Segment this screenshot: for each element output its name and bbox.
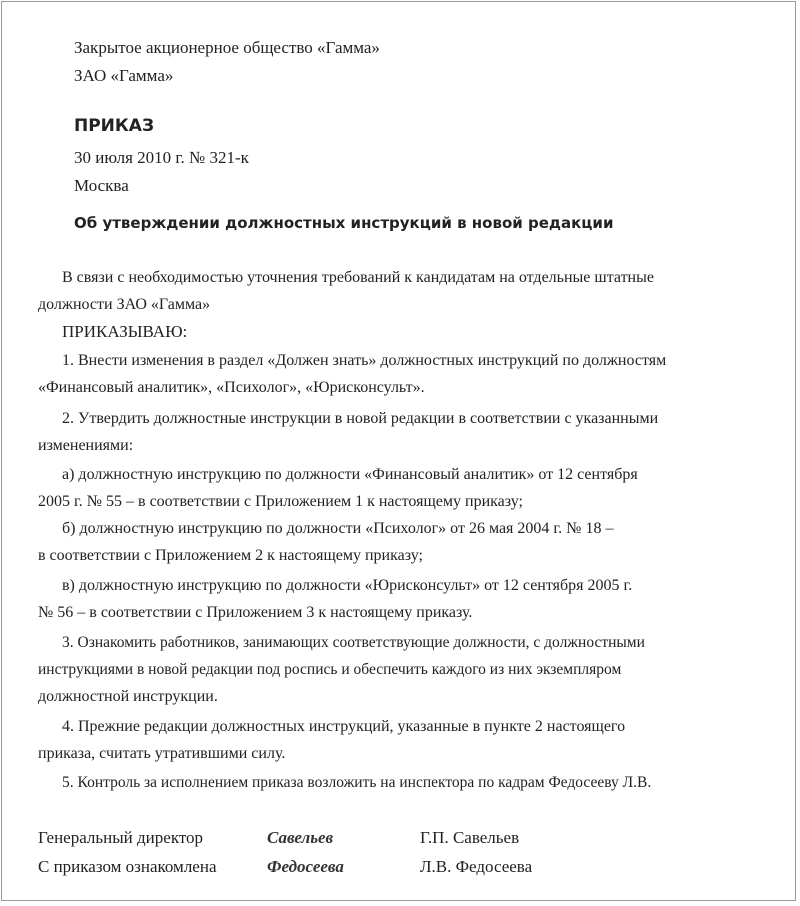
order-word: ПРИКАЗЫВАЮ:: [62, 322, 188, 341]
paragraph-3-line-2: инструкциями в новой редакции под роспись и обеспечить каждого из них экземпляром: [38, 661, 622, 678]
paragraph-3-line-1: 3. Ознакомить работников, занимающих соответствующие должности, с должностными: [62, 634, 645, 651]
company-short-name: ЗАО «Гамма»: [74, 66, 174, 85]
company-full-name: Закрытое акционерное общество «Гамма»: [74, 38, 380, 57]
order-title: ПРИКАЗ: [74, 116, 155, 136]
intro-line-2: должности ЗАО «Гамма»: [38, 296, 211, 313]
paragraph-1-line-1: 1. Внести изменения в раздел «Должен знать» должностных инструкций по должностям: [62, 352, 667, 369]
paragraph-2-line-1: 2. Утвердить должностные инструкции в новой редакции в соответствии с указанными: [62, 410, 659, 427]
paragraph-2c-line-2: № 56 – в соответствии с Приложением 3 к настоящему приказу.: [38, 604, 473, 621]
paragraph-2c-line-1: в) должностную инструкцию по должности «Юрисконсульт» от 12 сентября 2005 г.: [62, 577, 633, 594]
order-city: Москва: [74, 176, 129, 195]
paragraph-3-line-3: должностной инструкции.: [38, 688, 218, 705]
paragraph-2a-line-2: 2005 г. № 55 – в соответствии с Приложением 1 к настоящему приказу;: [38, 493, 523, 510]
signature-role-director: Генеральный директор: [38, 828, 204, 847]
paragraph-2b-line-1: б) должностную инструкцию по должности «Психолог» от 26 мая 2004 г. № 18 –: [62, 520, 614, 537]
order-subject: Об утверждении должностных инструкций в новой редакции: [74, 214, 614, 232]
signature-role-acknowledged: С приказом ознакомлена: [38, 857, 217, 876]
order-date-number: 30 июля 2010 г. № 321-к: [74, 148, 249, 167]
paragraph-2a-line-1: а) должностную инструкцию по должности «Финансовый аналитик» от 12 сентября: [62, 466, 638, 483]
signature-acknowledged: Федосеева: [267, 857, 344, 876]
paragraph-2-line-2: изменениями:: [38, 437, 134, 454]
paragraph-5-line-1: 5. Контроль за исполнением приказа возложить на инспектора по кадрам Федосееву Л.В.: [62, 774, 652, 791]
paragraph-4-line-1: 4. Прежние редакции должностных инструкций, указанные в пункте 2 настоящего: [62, 718, 626, 735]
paragraph-1-line-2: «Финансовый аналитик», «Психолог», «Юрисконсульт».: [38, 379, 425, 396]
document-page: [1, 1, 796, 901]
signature-director: Савельев: [267, 828, 334, 847]
paragraph-4-line-2: приказа, считать утратившими силу.: [38, 745, 286, 762]
intro-line-1: В связи с необходимостью уточнения требований к кандидатам на отдельные штатные: [62, 269, 654, 286]
signature-name-acknowledged: Л.В. Федосеева: [420, 857, 533, 876]
paragraph-2b-line-2: в соответствии с Приложением 2 к настоящему приказу;: [38, 547, 423, 564]
signature-name-director: Г.П. Савельев: [420, 828, 520, 847]
